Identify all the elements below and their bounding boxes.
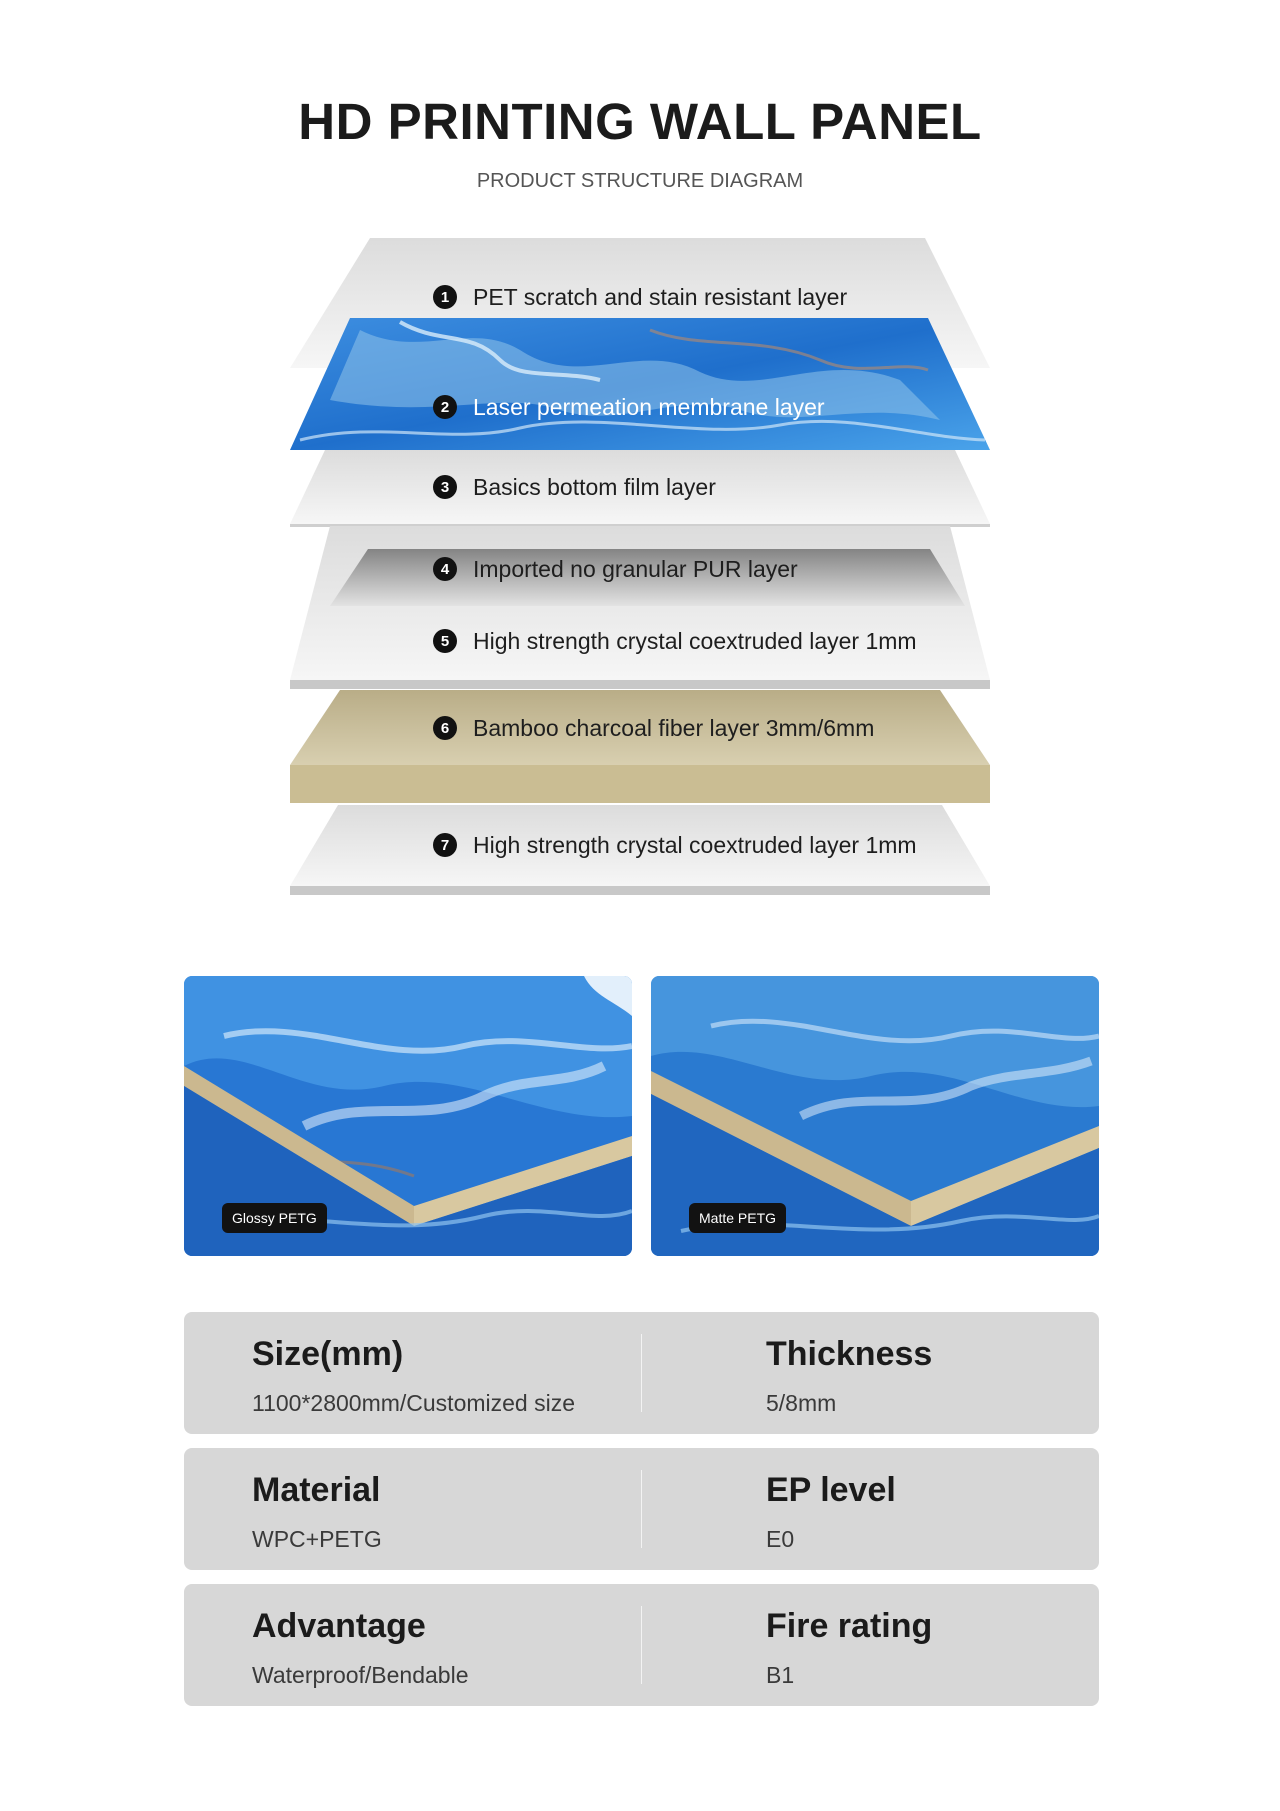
layer-2-number: 2	[440, 399, 450, 416]
layer-2-text: Laser permeation membrane layer	[473, 394, 825, 420]
layer-5-text: High strength crystal coextruded layer 1mm	[473, 628, 917, 654]
layer-6-label	[433, 715, 874, 741]
page-subtitle: PRODUCT STRUCTURE DIAGRAM	[476, 170, 804, 192]
layer-7-number: 7	[440, 837, 450, 854]
layer-7-label	[433, 832, 917, 858]
layer-4-text: Imported no granular PUR layer	[473, 556, 798, 582]
layer-3-text: Basics bottom film layer	[473, 474, 716, 500]
spec-label: EP level	[766, 1471, 896, 1509]
spec-row-size-thickness	[184, 1312, 1099, 1434]
layer-2-label	[433, 394, 825, 420]
spec-divider	[641, 1470, 642, 1548]
spec-label: Material	[252, 1471, 381, 1509]
page-title: HD PRINTING WALL PANEL	[298, 93, 982, 150]
layer-6-edge	[290, 765, 990, 803]
matte-badge: Matte PETG	[689, 1203, 786, 1233]
spec-label: Advantage	[252, 1607, 426, 1645]
layer-7-text: High strength crystal coextruded layer 1mm	[473, 832, 917, 858]
layer-4-label	[433, 556, 798, 582]
spec-row-material-ep	[184, 1448, 1099, 1570]
layer-6-number: 6	[440, 720, 450, 737]
spec-value: E0	[766, 1526, 795, 1552]
spec-value: 5/8mm	[766, 1390, 837, 1416]
layer-3-label	[433, 474, 716, 500]
layer-1-number: 1	[440, 289, 450, 306]
layer-4-number: 4	[440, 561, 450, 578]
matte-photo	[651, 976, 1099, 1256]
glossy-photo	[184, 976, 632, 1256]
spec-value: Waterproof/Bendable	[252, 1662, 469, 1688]
spec-divider	[641, 1334, 642, 1412]
layer-3-number: 3	[440, 479, 450, 496]
spec-label: Size(mm)	[252, 1335, 404, 1373]
spec-value: B1	[766, 1662, 795, 1688]
layer-1-label	[433, 284, 847, 310]
spec-label: Fire rating	[766, 1607, 933, 1645]
spec-value: WPC+PETG	[252, 1526, 382, 1552]
layer-1-text: PET scratch and stain resistant layer	[473, 284, 848, 310]
spec-label: Thickness	[766, 1335, 933, 1373]
spec-value: 1100*2800mm/Customized size	[252, 1390, 576, 1416]
layer-6-text: Bamboo charcoal fiber layer 3mm/6mm	[473, 715, 875, 741]
spec-divider	[641, 1606, 642, 1684]
layer-5-label	[433, 628, 917, 654]
layer-5-number: 5	[440, 633, 450, 650]
glossy-badge: Glossy PETG	[222, 1203, 327, 1233]
layer-2-shape	[290, 318, 990, 450]
spec-row-advantage-fire	[184, 1584, 1099, 1706]
